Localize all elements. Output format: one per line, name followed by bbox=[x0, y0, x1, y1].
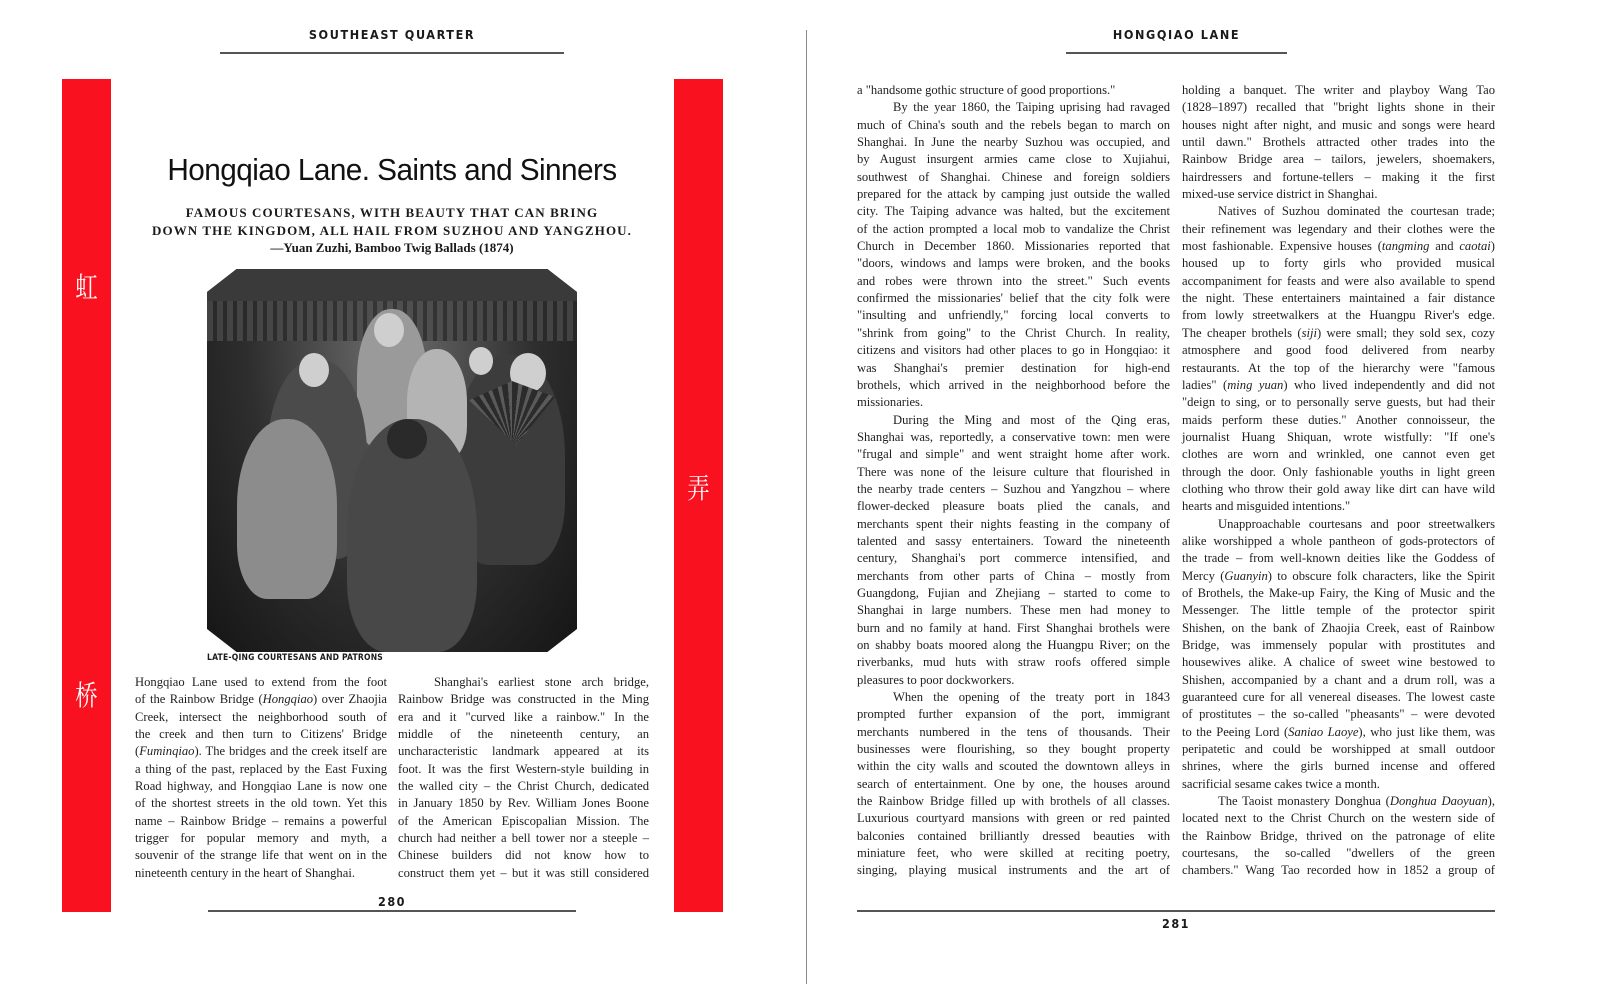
text-line: merchants numbered in the tens of thousands. Their bbox=[857, 724, 1170, 739]
text-line: church had neither a bell tower nor a steeple – bbox=[398, 831, 649, 846]
text-line: foot. It was the first Western-style building in bbox=[398, 761, 649, 776]
text-line: citizens and visitors had other places to go in Hongqiao: it bbox=[857, 343, 1170, 358]
text-line: in January 1850 by Rev. William Jones Boone bbox=[398, 796, 649, 811]
text-line: the Rainbow Bridge, thrived on the patronage of elite bbox=[1182, 828, 1495, 843]
page-number-left: 280 bbox=[378, 894, 406, 909]
text-line: missionaries. bbox=[857, 395, 924, 410]
running-head-right: HONGQIAO LANE bbox=[1112, 27, 1241, 42]
text-line: middle of the nineteenth century, an bbox=[398, 727, 649, 742]
text-line: Messenger. The little temple of the protector spirit bbox=[1182, 603, 1495, 618]
text-line: guaranteed cure for all venereal diseases. The lowest caste bbox=[1182, 690, 1495, 705]
text-line: a thing of the past, replaced by the East Fuxing bbox=[135, 761, 387, 776]
epigraph-attribution: —Yuan Zuzhi, Bamboo Twig Ballads (1874) bbox=[270, 240, 514, 255]
text-line: ladies" (ming yuan) who lived independently and did not bbox=[1182, 377, 1496, 392]
text-line: of prostitutes – the so-called "pheasants" – were devoted bbox=[1182, 707, 1495, 722]
text-line: Shanghai was, reportedly, a conservative town: men were bbox=[857, 429, 1170, 444]
text-line: (1828–1897) recalled that "bright lights shone in their bbox=[1182, 100, 1495, 115]
text-line: of the action prompted a local mob to vandalize the Christ bbox=[857, 221, 1170, 236]
text-line: Shanghai in large numbers. These men had money to bbox=[857, 603, 1170, 618]
text-line: Shishen, accompanied by a chant and a drum roll, was a bbox=[1182, 672, 1495, 687]
text-line: prepared for the attack by camping just outside the walled bbox=[857, 187, 1170, 202]
running-head-rule bbox=[220, 52, 564, 54]
text-line: Shanghai. In June the nearby Suzhou was occupied, and bbox=[857, 135, 1170, 150]
text-line: Bridge, was immensely popular with prostitutes and bbox=[1182, 638, 1495, 652]
text-line: the walled city – the Christ Church, dedicated bbox=[398, 779, 649, 794]
right-red-bar bbox=[674, 79, 723, 912]
text-line: houses night after night, and music and songs were heard bbox=[1182, 117, 1495, 132]
text-line: Creek, intersect the neighborhood south of bbox=[135, 709, 387, 724]
text-line: search of entertainment. One by one, the houses around bbox=[857, 776, 1170, 791]
text-line: Shishen, on the bank of Zhaojia Creek, east of Rainbow bbox=[1182, 620, 1495, 635]
text-line: hairdressers and fortune-tellers – making it the first bbox=[1182, 169, 1495, 184]
footer-rule-right bbox=[857, 910, 1495, 912]
text-line: clothes are worn and wrinkled, one cannot even get bbox=[1182, 447, 1495, 462]
text-line: Shanghai's earliest stone arch bridge, bbox=[434, 675, 649, 689]
text-line: on shabby boats moored along the Huangpu River; on the bbox=[857, 638, 1170, 652]
text-line: mixed-use service district in Shanghai. bbox=[1182, 187, 1378, 202]
text-line: of the American Episcopalian Mission. The bbox=[398, 813, 649, 828]
photo-caption: LATE-QING COURTESANS AND PATRONS bbox=[207, 653, 384, 663]
text-line: Road highway, and Hongqiao Lane is now one bbox=[135, 779, 387, 794]
photo-hair-bun bbox=[387, 419, 427, 459]
text-line: their refinement was legendary and their clothes were the bbox=[1182, 221, 1495, 236]
text-line: clothing who throw their gold away like dirt can have wild bbox=[1182, 481, 1495, 496]
left-page-column-2 bbox=[398, 674, 649, 882]
text-line: century, Shanghai's port commerce intensified, and bbox=[857, 551, 1170, 566]
text-line: Luxurious courtyard mansions with green or red painted bbox=[857, 811, 1170, 826]
running-head-left: SOUTHEAST QUARTER bbox=[308, 27, 476, 42]
text-line: There was none of the leisure culture that flourished in bbox=[857, 464, 1170, 479]
footer-rule-left bbox=[208, 910, 576, 912]
text-line: Hongqiao Lane used to extend from the foot bbox=[135, 675, 387, 689]
text-line: southwest of Shanghai. Chinese and foreign soldiers bbox=[857, 169, 1170, 184]
text-line: During the Ming and most of the Qing eras, bbox=[893, 412, 1170, 427]
glyph-qiao: 桥 bbox=[75, 679, 98, 712]
text-line: by August insurgent armies came close to Xujiahui, bbox=[857, 152, 1170, 167]
text-line: The cheaper brothels (siji) were small; they sold sex, cozy bbox=[1182, 325, 1495, 340]
text-line: alike worshipped a whole pantheon of gods-protectors of bbox=[1182, 533, 1495, 548]
text-line: name – Rainbow Bridge – remains a powerful bbox=[135, 813, 387, 828]
text-line: within the city walls and scouted the downtown alleys in bbox=[857, 759, 1170, 774]
text-line: confirmed the missionaries' belief that the city folk were bbox=[857, 291, 1170, 306]
text-line: journalist Huang Shiquan, wrote wistfully: "If one's bbox=[1182, 429, 1495, 444]
text-line: "deign to sing, or to personally serve guests, but had their bbox=[1182, 395, 1495, 410]
text-line: located next to the Christ Church on the western side of bbox=[1182, 811, 1495, 826]
text-line: Mercy (Guanyin) to obscure folk characters, like the Spirit bbox=[1182, 568, 1495, 583]
text-line: miniature feet, who were skilled at reciting poetry, bbox=[857, 846, 1170, 861]
text-line: most fashionable. Expensive houses (tangming and caotai) bbox=[1182, 239, 1495, 254]
text-line: merchants spent their nights feasting in the company of bbox=[857, 516, 1170, 531]
text-line: the night. These entertainers maintained a fair distance bbox=[1182, 291, 1495, 306]
text-line: nineteenth century in the heart of Shanghai. bbox=[135, 865, 355, 880]
text-line: city. The Taiping advance was halted, but the excitement bbox=[857, 204, 1170, 219]
text-line: Church in December 1860. Missionaries reported that bbox=[857, 239, 1170, 254]
epigraph-line-2: DOWN THE KINGDOM, ALL HAIL FROM SUZHOU AND YANGZHOU. bbox=[152, 222, 632, 238]
text-line: riverbanks, mud huts with straw roofs offered simple bbox=[857, 655, 1170, 670]
text-line: When the opening of the treaty port in 1843 bbox=[893, 690, 1170, 705]
text-line: talented and sassy entertainers. Toward the nineteenth bbox=[857, 533, 1170, 548]
text-line: brothels, which arrived in the neighborhood before the bbox=[857, 377, 1170, 392]
text-line: (Fuminqiao). The bridges and the creek itself are bbox=[135, 744, 387, 759]
text-line: housed up to forty girls who provided musical bbox=[1182, 256, 1495, 271]
text-line: until dawn." Brothels attracted other trades into the bbox=[1182, 135, 1495, 150]
text-line: hearts and misguided intentions." bbox=[1182, 499, 1351, 514]
text-line: holding a banquet. The writer and playboy Wang Tao bbox=[1182, 83, 1495, 97]
text-line: of the shortest streets in the old town. Yet this bbox=[135, 796, 387, 811]
page-number-right: 281 bbox=[1162, 916, 1190, 931]
text-line: the trade – from well-known deities like the Goddess of bbox=[1182, 551, 1495, 566]
text-line: Natives of Suzhou dominated the courtesan trade; bbox=[1218, 204, 1495, 219]
text-line: to the Peeing Lord (Saniao Laoye), who just like them, was bbox=[1182, 724, 1495, 739]
text-line: era and it "curved like a rainbow." In the bbox=[398, 709, 649, 724]
text-line: shrines, where the girls burned incense and offered bbox=[1182, 759, 1495, 774]
text-line: a "handsome gothic structure of good proportions." bbox=[857, 83, 1116, 97]
text-line: Rainbow Bridge area – tailors, jewelers, shoemakers, bbox=[1182, 152, 1495, 167]
text-line: "doors, windows and lamps were broken, and the books bbox=[857, 256, 1170, 271]
photo-figure bbox=[237, 419, 337, 599]
text-line: The Taoist monastery Donghua (Donghua Daoyuan), bbox=[1218, 794, 1495, 809]
text-line: and robes were thrown into the street." Such events bbox=[857, 273, 1170, 288]
epigraph bbox=[110, 204, 674, 257]
photo-face bbox=[374, 313, 404, 347]
text-line: of Brothels, the Make-up Fairy, the King of Music and the bbox=[1182, 585, 1495, 600]
text-line: peripatetic and could be worshipped at small outdoor bbox=[1182, 742, 1495, 757]
text-line: the nearby trade centers – Suzhou and Yangzhou – where bbox=[857, 481, 1170, 496]
text-line: "frugal and simple" and went straight home after work. bbox=[857, 447, 1170, 462]
chapter-title: Hongqiao Lane. Saints and Sinners bbox=[167, 152, 617, 187]
text-line: souvenir of the strange life that went on in the bbox=[135, 848, 387, 863]
text-line: Unapproachable courtesans and poor streetwalkers bbox=[1218, 516, 1495, 531]
text-line: courtesans, the so-called "dwellers of the green bbox=[1182, 846, 1495, 861]
text-line: the Rainbow Bridge filled up with brothels of all classes. bbox=[857, 794, 1170, 809]
text-line: uncharacteristic landmark appeared at its bbox=[398, 744, 649, 759]
text-line: singing, playing musical instruments and the art of bbox=[857, 863, 1170, 878]
text-line: prompted further expansion of the port, immigrant bbox=[857, 707, 1170, 722]
text-line: businesses were flourishing, so they bought property bbox=[857, 742, 1170, 757]
glyph-nong: 弄 bbox=[687, 472, 710, 505]
text-line: flower-decked pleasure boats plied the canals, and bbox=[857, 499, 1170, 514]
text-line: through the door. Only fashionable youths in light green bbox=[1182, 464, 1495, 479]
text-line: restaurants. At the top of the hierarchy were "famous bbox=[1182, 360, 1495, 375]
text-line: Chinese builders did not know how to bbox=[398, 848, 649, 863]
text-line: By the year 1860, the Taiping uprising had ravaged bbox=[893, 100, 1170, 115]
left-red-bar bbox=[62, 79, 111, 912]
text-line: maids perform these duties." Another connoisseur, the bbox=[1182, 412, 1495, 427]
text-line: housewives alike. A chalice of sweet wine bestowed to bbox=[1182, 655, 1495, 670]
epigraph-line-1: FAMOUS COURTESANS, WITH BEAUTY THAT CAN BRING bbox=[185, 205, 599, 220]
text-line: much of China's south and the rebels began to march on bbox=[857, 117, 1170, 132]
text-line: "insulting and unfriendly," forcing local converts to bbox=[857, 308, 1170, 323]
photo-face bbox=[299, 353, 329, 387]
text-line: merchants from other parts of China – mostly from bbox=[857, 568, 1170, 583]
text-line: Guangdong, Fujian and Zhejiang – started to come to bbox=[857, 585, 1170, 600]
text-line: trigger for popular memory and myth, a bbox=[135, 831, 387, 846]
text-line: construct them yet – but it was still considered bbox=[398, 865, 649, 880]
text-line: pleasures to poor dockworkers. bbox=[857, 672, 1015, 687]
right-page-column-2 bbox=[1182, 82, 1495, 880]
running-head-rule bbox=[1066, 52, 1287, 54]
text-line: Rainbow Bridge was constructed in the Ming bbox=[398, 692, 649, 707]
text-line: atmosphere and good food delivered from nearby bbox=[1182, 343, 1495, 358]
text-line: burn and no family at hand. First Shanghai brothels were bbox=[857, 620, 1170, 635]
left-page-column-1 bbox=[135, 674, 387, 882]
glyph-hong: 虹 bbox=[75, 271, 98, 304]
photo-tapestry bbox=[207, 269, 577, 301]
right-page-column-1 bbox=[857, 82, 1170, 880]
text-line: balconies contained brilliantly dressed beauties with bbox=[857, 828, 1170, 843]
photo-face bbox=[469, 347, 493, 375]
text-line: chambers." Wang Tao recorded how in 1852 a group of bbox=[1182, 863, 1495, 878]
text-line: of the Rainbow Bridge (Hongqiao) over Zhaojia bbox=[135, 692, 387, 707]
text-line: "shrink from going" to the Christ Church. In reality, bbox=[857, 325, 1170, 340]
text-line: sacrificial sesame cakes twice a month. bbox=[1182, 776, 1380, 791]
text-line: accompaniment for feasts and were also available to spend bbox=[1182, 273, 1495, 288]
text-line: from lowly streetwalkers at the Huangpu River's edge. bbox=[1182, 308, 1495, 323]
text-line: was Shanghai's premier destination for high-end bbox=[857, 360, 1170, 375]
right-page bbox=[807, 0, 1600, 984]
text-line: the creek and then turn to Citizens' Bridge bbox=[135, 727, 387, 742]
historical-photo bbox=[207, 269, 577, 652]
